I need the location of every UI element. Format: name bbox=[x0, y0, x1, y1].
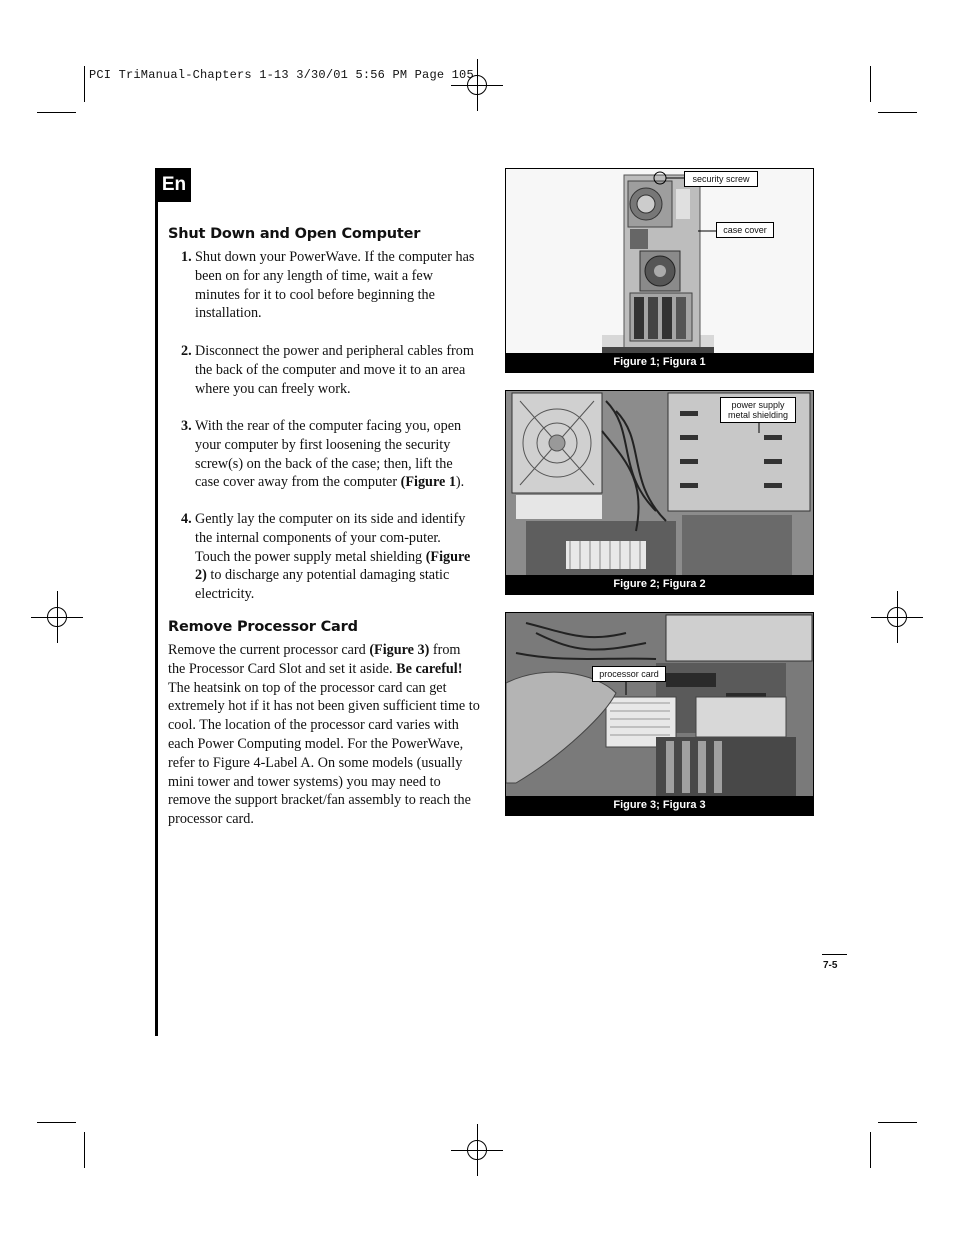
crop-mark bbox=[878, 1122, 917, 1123]
callout-security-screw: security screw bbox=[684, 171, 758, 187]
section-heading-shut-down: Shut Down and Open Computer bbox=[168, 226, 421, 242]
step-1 bbox=[181, 248, 477, 323]
callout-power-supply-shielding: power supply metal shielding bbox=[720, 397, 796, 423]
chapter-side-rule bbox=[155, 168, 158, 1036]
page-number: 7-5 bbox=[823, 960, 838, 971]
step-text: Disconnect the power and peripheral cables from the back of the computer and move it to an area where you can freely work. bbox=[195, 343, 474, 397]
section-heading-remove-processor: Remove Processor Card bbox=[168, 619, 358, 635]
step-4 bbox=[181, 510, 477, 604]
crop-mark bbox=[37, 112, 76, 113]
crop-mark bbox=[84, 66, 85, 102]
crop-mark bbox=[37, 1122, 76, 1123]
step-number: 3. bbox=[181, 418, 192, 434]
figure-reference: (Figure 3) bbox=[369, 642, 430, 658]
figure-2-internal-components bbox=[505, 390, 814, 595]
registration-mark-right bbox=[886, 606, 908, 628]
processor-card-photo bbox=[506, 613, 814, 816]
registration-mark-left bbox=[46, 606, 68, 628]
figure-caption: Figure 2; Figura 2 bbox=[506, 575, 813, 594]
crop-mark bbox=[870, 1132, 871, 1168]
step-number: 4. bbox=[181, 511, 192, 527]
page-number-rule bbox=[822, 954, 847, 955]
callout-processor-card: processor card bbox=[592, 666, 666, 682]
step-2 bbox=[181, 342, 477, 398]
figure-caption: Figure 3; Figura 3 bbox=[506, 796, 813, 815]
step-text: With the rear of the computer facing you, open your computer by first loosening the security screw(s) on the back of the case; then, lift the case cover away from the computer (Figure 1). bbox=[195, 418, 465, 491]
figure-caption: Figure 1; Figura 1 bbox=[506, 353, 813, 372]
step-number: 2. bbox=[181, 343, 192, 359]
step-number: 1. bbox=[181, 249, 192, 265]
registration-mark-top bbox=[466, 74, 488, 96]
callout-case-cover: case cover bbox=[716, 222, 774, 238]
language-tab: En bbox=[157, 168, 191, 202]
step-text: Gently lay the computer on its side and identify the internal components of your com-puter. Touch the power supply metal shielding (Figure 2) to discharge any potential damaging static electricity. bbox=[195, 511, 471, 603]
step-text: Shut down your PowerWave. If the computer has been on for any length of time, wait a few minutes for it to cool before beginning the installation. bbox=[195, 249, 475, 322]
warning-text: Be careful! bbox=[396, 660, 463, 677]
figure-3-processor-card bbox=[505, 612, 814, 816]
figure-reference: (Figure 2) bbox=[195, 548, 471, 584]
remove-processor-paragraph: Remove the current processor card (Figure 3) from the Processor Card Slot and set it aside. Be careful! The heatsink on top of the processor card can get extremely hot if it has not been given sufficient time to cool. The location of the processor card varies with each Power Computing model. For the PowerWave, refer to Figure 4-Label A. On some models (usually mini tower and tower systems) you may need to remove the support bracket/fan assembly to reach the processor card. bbox=[168, 642, 480, 828]
figure-reference: (Figure 1 bbox=[400, 474, 456, 491]
registration-mark-bottom bbox=[466, 1139, 488, 1161]
crop-mark bbox=[878, 112, 917, 113]
step-3 bbox=[181, 417, 477, 492]
crop-mark bbox=[870, 66, 871, 102]
figure-1-computer-rear bbox=[505, 168, 814, 373]
computer-rear-photo bbox=[506, 169, 814, 373]
crop-mark bbox=[84, 1132, 85, 1168]
printer-slug-line: PCI TriManual-Chapters 1-13 3/30/01 5:56 PM Page 105 bbox=[89, 68, 474, 82]
